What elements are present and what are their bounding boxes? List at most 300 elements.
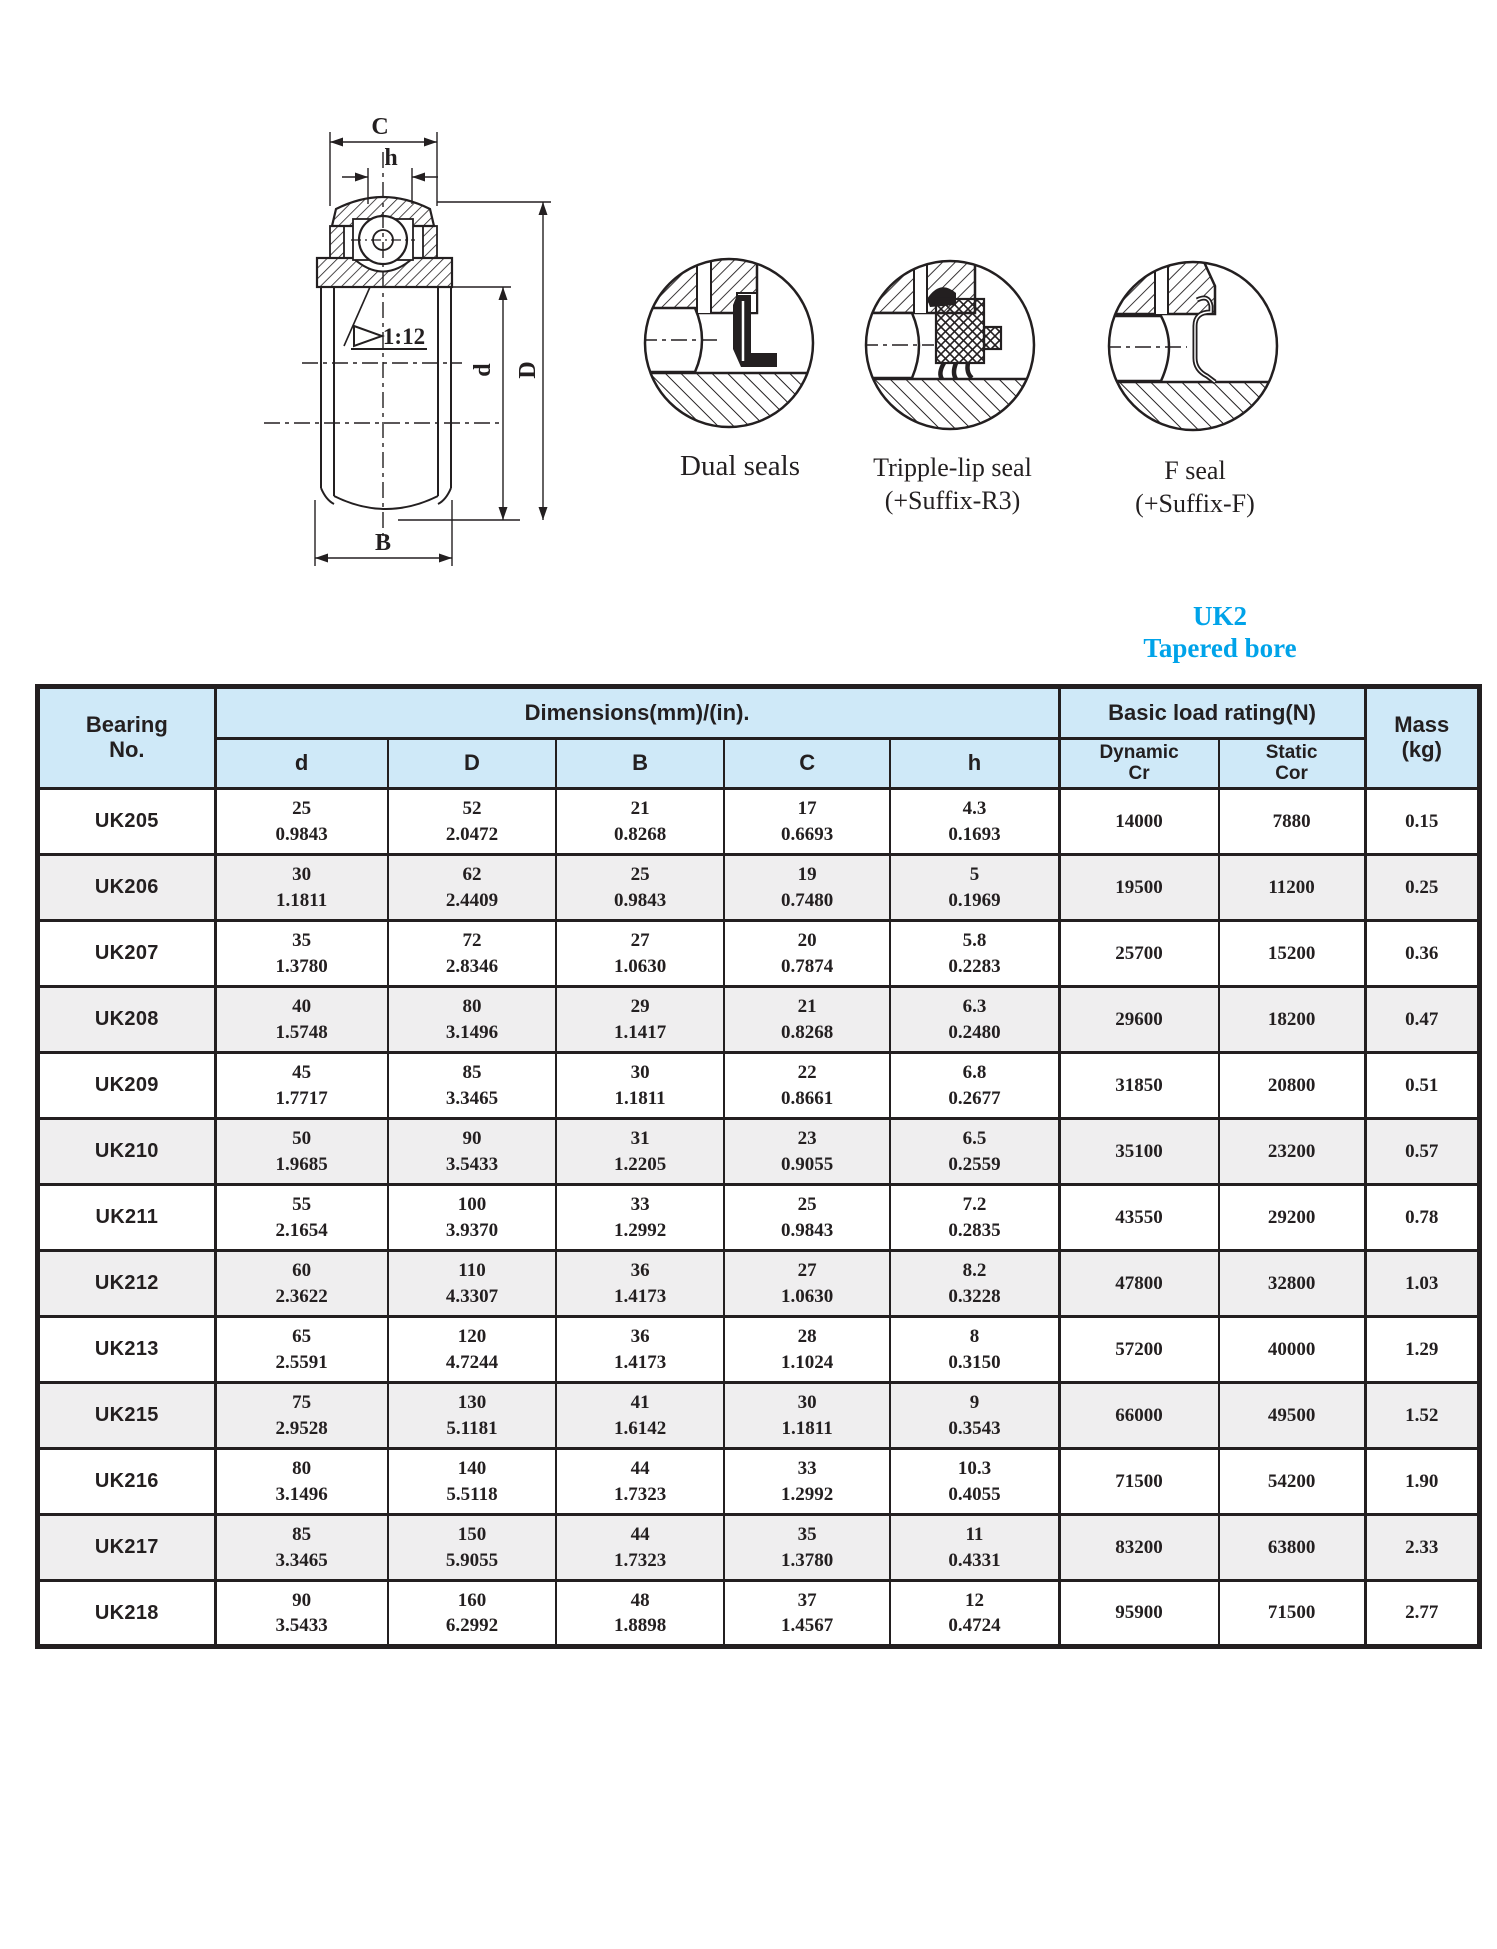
cell-bearing-no: UK212 [38, 1251, 216, 1317]
value-mm: 62 [462, 864, 482, 886]
cell-bearing-no: UK207 [38, 921, 216, 987]
value-mm: 52 [462, 798, 482, 820]
cell-static-cor: 23200 [1219, 1119, 1366, 1185]
value-inch: 0.3150 [948, 1351, 1001, 1373]
cell-dim-d [215, 1581, 388, 1647]
header-text: Cor [1275, 762, 1308, 784]
value-mm: 100 [457, 1194, 487, 1216]
value-inch: 0.1969 [948, 889, 1001, 911]
cell-static-cor: 54200 [1219, 1449, 1366, 1515]
cell-mass: 2.77 [1365, 1581, 1479, 1647]
value-inch: 0.2835 [948, 1219, 1001, 1241]
cell-mass: 1.03 [1365, 1251, 1479, 1317]
value-mm: 11 [965, 1524, 984, 1546]
cell-dim-C [724, 1581, 891, 1647]
cell-mass: 0.36 [1365, 921, 1479, 987]
value-mm: 33 [630, 1194, 650, 1216]
cell-mass: 1.90 [1365, 1449, 1479, 1515]
value-mm: 160 [457, 1589, 487, 1611]
bearing-spec-table [35, 684, 1482, 1649]
cell-dim-B [556, 1053, 724, 1119]
f-seal-figure [1103, 256, 1283, 436]
cell-dynamic-cr: 83200 [1059, 1515, 1219, 1581]
cell-dim-d [215, 1515, 388, 1581]
cell-static-cor: 7880 [1219, 789, 1366, 855]
value-mm: 41 [630, 1392, 650, 1414]
cell-dim-d [215, 1185, 388, 1251]
value-inch: 1.8898 [613, 1615, 667, 1636]
cell-dim-D [388, 1185, 557, 1251]
value-mm: 9 [969, 1392, 980, 1414]
series-bore-type: Tapered bore [1143, 633, 1297, 664]
cell-dynamic-cr: 29600 [1059, 987, 1219, 1053]
dim-label-b: B [374, 530, 392, 556]
value-mm: 27 [630, 930, 650, 952]
cell-dim-D [388, 987, 557, 1053]
value-inch: 1.9685 [275, 1153, 328, 1175]
value-inch: 1.1811 [614, 1087, 666, 1109]
value-inch: 0.2677 [948, 1087, 1001, 1109]
value-mm: 22 [797, 1062, 817, 1084]
value-mm: 50 [292, 1128, 312, 1150]
value-mm: 20 [797, 930, 817, 952]
value-inch: 2.8346 [445, 955, 499, 977]
table-row [38, 1515, 1480, 1581]
cell-bearing-no: UK216 [38, 1449, 216, 1515]
value-inch: 0.6693 [781, 823, 834, 845]
taper-symbol [354, 326, 382, 346]
value-mm: 150 [457, 1524, 487, 1546]
cell-dim-d [215, 1449, 388, 1515]
value-inch: 1.0630 [781, 1285, 834, 1307]
dim-label-d: d [470, 363, 496, 377]
value-mm: 35 [292, 930, 312, 952]
cell-static-cor: 49500 [1219, 1383, 1366, 1449]
value-mm: 65 [292, 1326, 312, 1348]
cell-dim-B [556, 855, 724, 921]
f-seal-caption [1090, 455, 1300, 520]
cell-static-cor: 29200 [1219, 1185, 1366, 1251]
value-mm: 140 [457, 1458, 487, 1480]
dual-seals-figure [639, 253, 819, 433]
cell-mass: 1.29 [1365, 1317, 1479, 1383]
value-inch: 0.7874 [781, 955, 834, 977]
value-inch: 2.3622 [275, 1285, 328, 1307]
taper-ratio-label: 1:12 [382, 324, 426, 349]
value-mm: 7.2 [962, 1194, 987, 1216]
cell-mass: 1.52 [1365, 1383, 1479, 1449]
value-inch: 1.2992 [781, 1483, 834, 1505]
value-inch: 1.7323 [613, 1483, 667, 1505]
value-mm: 29 [630, 996, 650, 1018]
value-mm: 48 [630, 1589, 650, 1611]
value-mm: 8.2 [962, 1260, 987, 1282]
cell-dim-D [388, 1251, 557, 1317]
table-row [38, 1581, 1480, 1647]
value-mm: 25 [292, 798, 312, 820]
value-mm: 31 [630, 1128, 650, 1150]
cell-dim-D [388, 1581, 557, 1647]
cell-dim-d [215, 987, 388, 1053]
cell-dynamic-cr: 14000 [1059, 789, 1219, 855]
header-col-c: C [724, 739, 891, 789]
cell-mass: 0.57 [1365, 1119, 1479, 1185]
value-inch: 0.9843 [613, 889, 667, 911]
value-mm: 6.3 [962, 996, 987, 1018]
header-bearing-no [38, 687, 216, 789]
table-row [38, 1251, 1480, 1317]
cell-static-cor: 11200 [1219, 855, 1366, 921]
table-row [38, 1383, 1480, 1449]
table-row [38, 987, 1480, 1053]
header-text: Cr [1128, 762, 1150, 784]
cell-dim-C [724, 855, 891, 921]
cell-bearing-no: UK217 [38, 1515, 216, 1581]
value-mm: 12 [964, 1589, 984, 1611]
header-text: Dynamic [1099, 741, 1179, 763]
header-text: No. [109, 737, 145, 762]
value-inch: 6.2992 [445, 1615, 499, 1636]
value-inch: 1.3780 [781, 1549, 834, 1571]
cell-dim-B [556, 1251, 724, 1317]
cell-bearing-no: UK205 [38, 789, 216, 855]
value-mm: 25 [630, 864, 650, 886]
value-inch: 3.1496 [445, 1021, 499, 1043]
cell-dim-D [388, 1515, 557, 1581]
value-mm: 8 [969, 1326, 980, 1348]
caption-line: F seal [1164, 456, 1226, 485]
cell-bearing-no: UK213 [38, 1317, 216, 1383]
value-inch: 1.1811 [781, 1417, 833, 1439]
value-inch: 1.1024 [781, 1351, 834, 1373]
cell-static-cor: 15200 [1219, 921, 1366, 987]
cell-dim-C [724, 1251, 891, 1317]
tripple-lip-seal-caption [845, 452, 1060, 517]
value-mm: 130 [457, 1392, 487, 1414]
cell-dim-h [890, 1515, 1059, 1581]
header-col-h: h [890, 739, 1059, 789]
cell-dim-D [388, 1383, 557, 1449]
value-mm: 6.5 [962, 1128, 987, 1150]
cell-static-cor: 20800 [1219, 1053, 1366, 1119]
cell-static-cor: 63800 [1219, 1515, 1366, 1581]
value-inch: 0.3543 [948, 1417, 1001, 1439]
value-inch: 1.6142 [613, 1417, 667, 1439]
cell-mass: 0.51 [1365, 1053, 1479, 1119]
cell-dim-h [890, 1581, 1059, 1647]
value-inch: 1.7717 [275, 1087, 328, 1109]
value-inch: 0.1693 [948, 823, 1001, 845]
cell-bearing-no: UK215 [38, 1383, 216, 1449]
value-mm: 85 [292, 1524, 312, 1546]
cell-dim-d [215, 1383, 388, 1449]
header-text: (kg) [1401, 737, 1442, 762]
table-row [38, 855, 1480, 921]
value-inch: 1.4173 [613, 1285, 667, 1307]
cell-dim-d [215, 1251, 388, 1317]
cell-dim-D [388, 921, 557, 987]
table-body [38, 789, 1480, 1647]
table-row [38, 1449, 1480, 1515]
cell-bearing-no: UK210 [38, 1119, 216, 1185]
cell-bearing-no: UK211 [38, 1185, 216, 1251]
value-inch: 3.3465 [445, 1087, 499, 1109]
value-inch: 2.5591 [275, 1351, 328, 1373]
value-mm: 90 [292, 1589, 312, 1611]
value-mm: 27 [797, 1260, 817, 1282]
value-inch: 0.3228 [948, 1285, 1001, 1307]
cell-dim-B [556, 1449, 724, 1515]
header-col-dd: D [388, 739, 557, 789]
value-inch: 3.9370 [445, 1219, 499, 1241]
value-inch: 1.4173 [613, 1351, 667, 1373]
cell-dim-D [388, 1317, 557, 1383]
value-inch: 0.4724 [948, 1615, 1001, 1636]
cell-dynamic-cr: 66000 [1059, 1383, 1219, 1449]
cell-bearing-no: UK218 [38, 1581, 216, 1647]
value-inch: 0.8268 [781, 1021, 834, 1043]
cell-dim-D [388, 1449, 557, 1515]
value-inch: 3.3465 [275, 1549, 328, 1571]
dim-label-h: h [384, 145, 398, 171]
value-mm: 60 [292, 1260, 312, 1282]
cell-dim-D [388, 1053, 557, 1119]
caption-line: Tripple-lip seal [873, 453, 1032, 482]
dim-label-c: C [371, 114, 389, 140]
cell-dim-B [556, 1317, 724, 1383]
cell-dim-C [724, 987, 891, 1053]
cell-dynamic-cr: 43550 [1059, 1185, 1219, 1251]
value-inch: 0.9843 [781, 1219, 834, 1241]
cell-mass: 0.47 [1365, 987, 1479, 1053]
value-inch: 0.9055 [781, 1153, 834, 1175]
value-inch: 0.2559 [948, 1153, 1001, 1175]
value-mm: 5.8 [962, 930, 987, 952]
tripple-lip-seal-body [936, 299, 984, 363]
value-mm: 45 [292, 1062, 312, 1084]
value-mm: 21 [630, 798, 650, 820]
value-inch: 1.2205 [613, 1153, 667, 1175]
value-inch: 4.7244 [445, 1351, 499, 1373]
value-inch: 0.8268 [613, 823, 667, 845]
cell-dynamic-cr: 71500 [1059, 1449, 1219, 1515]
value-inch: 4.3307 [445, 1285, 499, 1307]
header-load-rating: Basic load rating(N) [1059, 687, 1365, 739]
value-inch: 1.5748 [275, 1021, 328, 1043]
header-mass [1365, 687, 1479, 789]
cell-dim-h [890, 855, 1059, 921]
cell-dynamic-cr: 19500 [1059, 855, 1219, 921]
cell-dynamic-cr: 25700 [1059, 921, 1219, 987]
cell-dim-h [890, 1119, 1059, 1185]
cell-dim-d [215, 1317, 388, 1383]
value-inch: 0.2283 [948, 955, 1001, 977]
cell-bearing-no: UK209 [38, 1053, 216, 1119]
value-mm: 21 [797, 996, 817, 1018]
cell-dim-d [215, 789, 388, 855]
cell-dynamic-cr: 95900 [1059, 1581, 1219, 1647]
value-mm: 40 [292, 996, 312, 1018]
cell-dim-C [724, 1383, 891, 1449]
cell-mass: 2.33 [1365, 1515, 1479, 1581]
cell-dim-C [724, 921, 891, 987]
value-mm: 33 [797, 1458, 817, 1480]
cell-dim-h [890, 1449, 1059, 1515]
header-static-cor [1219, 739, 1366, 789]
value-mm: 80 [462, 996, 482, 1018]
value-mm: 110 [458, 1260, 486, 1282]
value-inch: 1.7323 [613, 1549, 667, 1571]
tripple-lip-seal-figure [860, 255, 1040, 435]
value-inch: 0.2480 [948, 1021, 1001, 1043]
cell-dim-B [556, 1383, 724, 1449]
value-mm: 30 [630, 1062, 650, 1084]
header-dimensions: Dimensions(mm)/(in). [215, 687, 1059, 739]
cell-dim-h [890, 987, 1059, 1053]
value-inch: 3.1496 [275, 1483, 328, 1505]
header-col-d: d [215, 739, 388, 789]
cell-dim-h [890, 1251, 1059, 1317]
cell-dim-B [556, 921, 724, 987]
value-mm: 44 [630, 1524, 650, 1546]
value-mm: 80 [292, 1458, 312, 1480]
value-mm: 17 [797, 798, 817, 820]
value-mm: 90 [462, 1128, 482, 1150]
value-inch: 1.4567 [781, 1615, 834, 1636]
cell-dim-C [724, 1119, 891, 1185]
value-inch: 0.4331 [948, 1549, 1001, 1571]
value-inch: 5.1181 [446, 1417, 498, 1439]
value-inch: 1.1811 [276, 889, 328, 911]
cell-dynamic-cr: 35100 [1059, 1119, 1219, 1185]
value-inch: 0.9843 [275, 823, 328, 845]
value-mm: 36 [630, 1326, 650, 1348]
value-inch: 1.3780 [275, 955, 328, 977]
value-inch: 2.0472 [445, 823, 499, 845]
table-row [38, 789, 1480, 855]
cell-dim-d [215, 1119, 388, 1185]
value-mm: 72 [462, 930, 482, 952]
value-mm: 19 [797, 864, 817, 886]
value-inch: 5.5118 [446, 1483, 498, 1505]
value-inch: 1.0630 [613, 955, 667, 977]
table-row [38, 1185, 1480, 1251]
cell-bearing-no: UK208 [38, 987, 216, 1053]
cell-dim-D [388, 789, 557, 855]
value-mm: 25 [797, 1194, 817, 1216]
value-inch: 0.7480 [781, 889, 834, 911]
cell-mass: 0.25 [1365, 855, 1479, 921]
value-mm: 85 [462, 1062, 482, 1084]
table-row [38, 1317, 1480, 1383]
cell-dim-h [890, 1185, 1059, 1251]
cell-dim-d [215, 921, 388, 987]
bearing-cross-section-drawing [220, 68, 580, 578]
cell-mass: 0.15 [1365, 789, 1479, 855]
value-mm: 10.3 [957, 1458, 992, 1480]
cell-dynamic-cr: 31850 [1059, 1053, 1219, 1119]
value-inch: 1.1417 [613, 1021, 667, 1043]
cell-dynamic-cr: 47800 [1059, 1251, 1219, 1317]
table-row [38, 1053, 1480, 1119]
cell-dim-C [724, 789, 891, 855]
cell-static-cor: 40000 [1219, 1317, 1366, 1383]
cell-dim-C [724, 1185, 891, 1251]
value-mm: 55 [292, 1194, 312, 1216]
cell-dim-D [388, 855, 557, 921]
caption-line: (+Suffix-F) [1135, 488, 1255, 518]
header-dynamic-cr [1059, 739, 1219, 789]
cell-dim-h [890, 1053, 1059, 1119]
dim-label-dd: D [515, 361, 541, 379]
cell-dim-B [556, 789, 724, 855]
value-mm: 30 [292, 864, 312, 886]
series-code: UK2 [1193, 601, 1247, 631]
caption-line: (+Suffix-R3) [884, 485, 1021, 515]
value-mm: 28 [797, 1326, 817, 1348]
cell-mass: 0.78 [1365, 1185, 1479, 1251]
cell-dynamic-cr: 57200 [1059, 1317, 1219, 1383]
value-inch: 5.9055 [445, 1549, 499, 1571]
cell-dim-B [556, 1515, 724, 1581]
value-inch: 2.9528 [275, 1417, 328, 1439]
cell-dim-d [215, 1053, 388, 1119]
value-inch: 0.8661 [781, 1087, 834, 1109]
value-mm: 4.3 [962, 798, 987, 820]
cell-dim-h [890, 1383, 1059, 1449]
cell-dim-d [215, 855, 388, 921]
header-col-b: B [556, 739, 724, 789]
caption-line: Dual seals [680, 450, 800, 482]
value-mm: 37 [797, 1589, 817, 1611]
cell-dim-h [890, 921, 1059, 987]
cell-dim-C [724, 1449, 891, 1515]
dual-seals-caption [640, 448, 840, 484]
cell-dim-B [556, 987, 724, 1053]
value-mm: 44 [630, 1458, 650, 1480]
cell-dim-h [890, 1317, 1059, 1383]
cell-static-cor: 71500 [1219, 1581, 1366, 1647]
value-mm: 35 [797, 1524, 817, 1546]
cell-dim-C [724, 1053, 891, 1119]
value-mm: 36 [630, 1260, 650, 1282]
series-note [1115, 600, 1325, 665]
cell-static-cor: 32800 [1219, 1251, 1366, 1317]
cell-dim-C [724, 1317, 891, 1383]
cell-bearing-no: UK206 [38, 855, 216, 921]
cell-static-cor: 18200 [1219, 987, 1366, 1053]
value-inch: 2.4409 [445, 889, 499, 911]
cell-dim-C [724, 1515, 891, 1581]
cell-dim-D [388, 1119, 557, 1185]
cell-dim-B [556, 1581, 724, 1647]
cell-dim-B [556, 1119, 724, 1185]
value-inch: 1.2992 [613, 1219, 667, 1241]
table-row [38, 1119, 1480, 1185]
header-text: Mass [1394, 712, 1450, 738]
cell-dim-B [556, 1185, 724, 1251]
value-inch: 3.5433 [275, 1615, 328, 1636]
value-mm: 23 [797, 1128, 817, 1150]
cell-dim-h [890, 789, 1059, 855]
value-inch: 2.1654 [275, 1219, 328, 1241]
header-text: Bearing [85, 712, 168, 738]
table-row [38, 921, 1480, 987]
sleeve-bottom [334, 496, 438, 509]
value-mm: 120 [457, 1326, 487, 1348]
value-mm: 75 [292, 1392, 312, 1414]
value-mm: 6.8 [962, 1062, 987, 1084]
